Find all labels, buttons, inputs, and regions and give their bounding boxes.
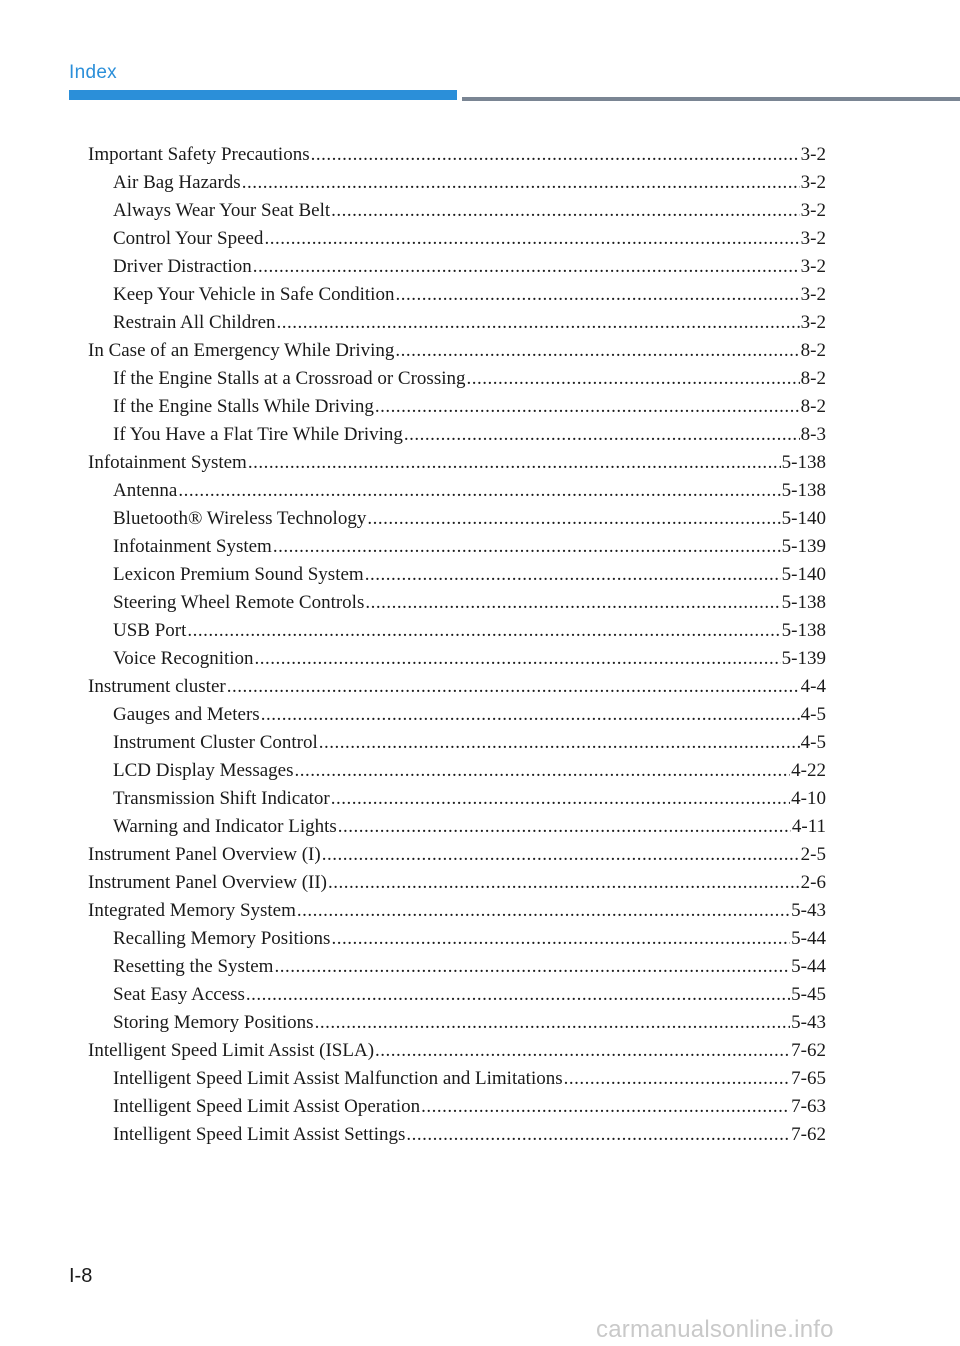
dot-leader	[421, 1093, 790, 1121]
entry-page-number: 3-2	[800, 256, 826, 277]
dot-leader	[242, 169, 800, 197]
index-subentry	[88, 1009, 826, 1037]
index-subentry	[88, 505, 826, 533]
entry-page-number: 5-138	[781, 592, 826, 613]
dot-leader	[328, 869, 800, 897]
entry-page-number: 8-2	[800, 368, 826, 389]
index-subentry	[88, 813, 826, 841]
header-title: Index	[69, 62, 117, 83]
entry-text: Important Safety Precautions	[88, 144, 310, 165]
dot-leader	[248, 449, 781, 477]
dot-leader	[365, 589, 780, 617]
entry-page-number: 2-6	[800, 872, 826, 893]
entry-text: Recalling Memory Positions	[113, 928, 331, 949]
dot-leader	[404, 421, 800, 449]
dot-leader	[253, 253, 800, 281]
dot-leader	[277, 309, 800, 337]
entry-page-number: 5-140	[781, 564, 826, 585]
entry-page-number: 5-140	[781, 508, 826, 529]
entry-text: Intelligent Speed Limit Assist (ISLA)	[88, 1040, 375, 1061]
index-subentry	[88, 169, 826, 197]
index-list	[88, 141, 826, 1149]
dot-leader	[297, 897, 790, 925]
dot-leader	[319, 729, 800, 757]
entry-text: Intelligent Speed Limit Assist Malfunction and Limitations	[113, 1068, 563, 1089]
entry-text: Lexicon Premium Sound System	[113, 564, 364, 585]
index-subentry	[88, 645, 826, 673]
entry-page-number: 5-43	[791, 1012, 826, 1033]
entry-text: Instrument cluster	[88, 676, 226, 697]
index-subentry	[88, 1121, 826, 1149]
index-entry	[88, 841, 826, 869]
entry-page-number: 4-4	[800, 676, 826, 697]
entry-page-number: 7-63	[791, 1096, 826, 1117]
index-entry	[88, 869, 826, 897]
entry-page-number: 5-45	[791, 984, 826, 1005]
entry-page-number: 5-139	[781, 536, 826, 557]
entry-page-number: 7-65	[791, 1068, 826, 1089]
dot-leader	[331, 197, 800, 225]
index-subentry	[88, 925, 826, 953]
entry-text: Instrument Panel Overview (I)	[88, 844, 321, 865]
dot-leader	[315, 1009, 791, 1037]
entry-page-number: 3-2	[800, 200, 826, 221]
entry-text: Infotainment System	[113, 536, 272, 557]
entry-page-number: 5-43	[791, 900, 826, 921]
entry-text: Instrument Panel Overview (II)	[88, 872, 328, 893]
index-subentry	[88, 729, 826, 757]
entry-page-number: 5-138	[781, 452, 826, 473]
dot-leader	[367, 505, 780, 533]
dot-leader	[227, 673, 800, 701]
index-subentry	[88, 393, 826, 421]
index-subentry	[88, 365, 826, 393]
entry-page-number: 4-11	[791, 816, 826, 837]
entry-text: Transmission Shift Indicator	[113, 788, 330, 809]
dot-leader	[331, 925, 790, 953]
entry-page-number: 3-2	[800, 172, 826, 193]
index-subentry	[88, 785, 826, 813]
index-subentry	[88, 1093, 826, 1121]
entry-page-number: 5-44	[791, 928, 826, 949]
index-subentry	[88, 421, 826, 449]
dot-leader	[467, 365, 800, 393]
watermark: carmanualsonline.info	[596, 1316, 834, 1343]
index-entry	[88, 1037, 826, 1065]
index-entry	[88, 337, 826, 365]
entry-text: Control Your Speed	[113, 228, 264, 249]
entry-text: Keep Your Vehicle in Safe Condition	[113, 284, 395, 305]
entry-text: Infotainment System	[88, 452, 247, 473]
index-subentry	[88, 225, 826, 253]
entry-text: Intelligent Speed Limit Assist Operation	[113, 1096, 421, 1117]
entry-text: Storing Memory Positions	[113, 1012, 314, 1033]
entry-page-number: 5-138	[781, 620, 826, 641]
dot-leader	[375, 1037, 790, 1065]
entry-page-number: 3-2	[800, 284, 826, 305]
entry-text: Resetting the System	[113, 956, 274, 977]
index-subentry	[88, 757, 826, 785]
index-subentry	[88, 253, 826, 281]
entry-page-number: 3-2	[800, 144, 826, 165]
index-entry	[88, 141, 826, 169]
entry-page-number: 4-22	[791, 760, 826, 781]
dot-leader	[365, 561, 781, 589]
page-number: I-8	[69, 1265, 93, 1287]
index-subentry	[88, 533, 826, 561]
dot-leader	[264, 225, 799, 253]
entry-text: Air Bag Hazards	[113, 172, 241, 193]
dot-leader	[178, 477, 780, 505]
entry-page-number: 8-2	[800, 396, 826, 417]
dot-leader	[395, 337, 799, 365]
entry-text: If the Engine Stalls at a Crossroad or Crossing	[113, 368, 466, 389]
dot-leader	[261, 701, 800, 729]
index-entry	[88, 449, 826, 477]
entry-page-number: 5-44	[791, 956, 826, 977]
entry-text: Steering Wheel Remote Controls	[113, 592, 365, 613]
entry-page-number: 8-2	[800, 340, 826, 361]
entry-text: Restrain All Children	[113, 312, 276, 333]
entry-text: In Case of an Emergency While Driving	[88, 340, 395, 361]
entry-text: Warning and Indicator Lights	[113, 816, 337, 837]
entry-page-number: 7-62	[791, 1040, 826, 1061]
entry-page-number: 8-3	[800, 424, 826, 445]
index-subentry	[88, 281, 826, 309]
header-rule	[462, 97, 960, 101]
entry-page-number: 4-10	[791, 788, 826, 809]
index-subentry	[88, 561, 826, 589]
entry-page-number: 7-62	[791, 1124, 826, 1145]
dot-leader	[331, 785, 790, 813]
index-subentry	[88, 1065, 826, 1093]
entry-page-number: 4-5	[800, 732, 826, 753]
entry-text: Integrated Memory System	[88, 900, 296, 921]
dot-leader	[395, 281, 799, 309]
index-entry	[88, 897, 826, 925]
dot-leader	[294, 757, 790, 785]
entry-text: LCD Display Messages	[113, 760, 294, 781]
index-subentry	[88, 617, 826, 645]
index-subentry	[88, 701, 826, 729]
dot-leader	[187, 617, 780, 645]
header-accent-bar	[69, 90, 457, 100]
dot-leader	[273, 533, 781, 561]
entry-text: If the Engine Stalls While Driving	[113, 396, 374, 417]
entry-page-number: 5-138	[781, 480, 826, 501]
dot-leader	[255, 645, 781, 673]
entry-text: Antenna	[113, 480, 178, 501]
entry-text: Seat Easy Access	[113, 984, 245, 1005]
index-subentry	[88, 589, 826, 617]
entry-text: Intelligent Speed Limit Assist Settings	[113, 1124, 406, 1145]
index-subentry	[88, 197, 826, 225]
entry-text: Voice Recognition	[113, 648, 254, 669]
entry-page-number: 3-2	[800, 228, 826, 249]
index-subentry	[88, 981, 826, 1009]
dot-leader	[375, 393, 800, 421]
entry-text: Bluetooth® Wireless Technology	[113, 508, 367, 529]
entry-page-number: 2-5	[800, 844, 826, 865]
entry-text: USB Port	[113, 620, 187, 641]
dot-leader	[246, 981, 790, 1009]
index-entry	[88, 673, 826, 701]
entry-text: If You Have a Flat Tire While Driving	[113, 424, 403, 445]
entry-page-number: 4-5	[800, 704, 826, 725]
entry-page-number: 5-139	[781, 648, 826, 669]
entry-text: Driver Distraction	[113, 256, 252, 277]
dot-leader	[311, 141, 800, 169]
dot-leader	[406, 1121, 790, 1149]
index-subentry	[88, 477, 826, 505]
entry-text: Gauges and Meters	[113, 704, 260, 725]
entry-page-number: 3-2	[800, 312, 826, 333]
entry-text: Instrument Cluster Control	[113, 732, 318, 753]
dot-leader	[338, 813, 791, 841]
dot-leader	[322, 841, 800, 869]
index-subentry	[88, 953, 826, 981]
dot-leader	[564, 1065, 791, 1093]
dot-leader	[274, 953, 790, 981]
index-subentry	[88, 309, 826, 337]
entry-text: Always Wear Your Seat Belt	[113, 200, 331, 221]
